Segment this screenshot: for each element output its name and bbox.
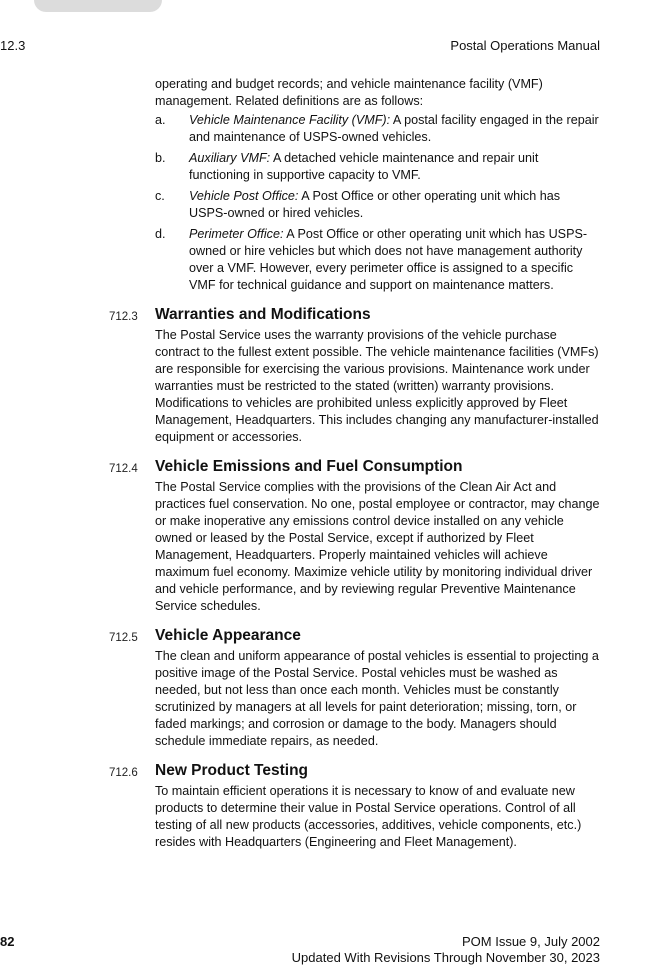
section-title: Vehicle Emissions and Fuel Consumption [155,458,463,475]
section-title: Warranties and Modifications [155,306,371,323]
definition-term: Vehicle Post Office: [189,189,299,203]
definition-marker: b. [155,151,166,165]
section-title: New Product Testing [155,762,309,779]
definition-text: A Post Office or other operating unit which has USPS-owned or hire vehicles but which does not have management authority over a VMF. However, every perimeter office is assigned to a specific VMF for technical guidance and support on maintenance matters. [189,227,588,292]
definition-item [155,112,600,146]
section-title: Vehicle Appearance [155,627,301,644]
section-body: The Postal Service complies with the provisions of the Clean Air Act and practices fuel conservation. No one, postal employee or contractor, may change or make inoperative any emissions control device installed on any vehicle owned or leased by the Postal Service, except if authorized by Fleet Management, Headquarters. Properly maintained vehicles will achieve maximum fuel economy. Maximize vehicle utility by monitoring individual driver and vehicle performance, and by reviewing regular Preventive Maintenance Service schedules. [155,480,600,613]
top-tab-decoration [34,0,162,12]
header-title: Postal Operations Manual [450,38,600,53]
definition-text: A postal facility engaged in the repair and maintenance of USPS-owned vehicles. [189,113,599,144]
definitions-list [155,112,600,294]
definition-marker: c. [155,189,165,203]
definition-marker: a. [155,113,166,127]
definition-term: Auxiliary VMF: [189,151,271,165]
definition-item [155,188,600,222]
section-number: 712.6 [109,767,138,779]
definition-term: Vehicle Maintenance Facility (VMF): [189,113,391,127]
footer-updated: Updated With Revisions Through November 30, 2023 [291,950,600,965]
footer-page-number: 82 [0,934,15,949]
definition-text: A Post Office or other operating unit which has USPS-owned or hired vehicles. [189,189,561,220]
definition-item [155,150,600,184]
header-section-ref: 12.3 [0,38,26,53]
section-number: 712.4 [109,463,138,475]
definition-term: Perimeter Office: [189,227,284,241]
section-body: The clean and uniform appearance of postal vehicles is essential to projecting a positive image of the Postal Service. Postal vehicles must be washed as needed, but not less than once each month. Vehicles must be constantly scrutinized by managers at all levels for paint deterioration; missing, torn, or faded markings; and corrosion or damage to the body. Managers should schedule immediate repairs, as needed. [155,649,599,748]
section-appearance [109,626,600,750]
page-content [109,76,600,851]
definition-text: A detached vehicle maintenance and repair unit functioning in supportive capacity to VMF. [189,151,539,182]
section-number: 712.5 [109,632,138,644]
definition-item [155,226,600,294]
section-warranties [109,305,600,446]
section-product-testing [109,761,600,851]
section-body: The Postal Service uses the warranty provisions of the vehicle purchase contract to the fullest extent possible. The vehicle maintenance facilities (VMFs) are responsible for exercising the various provisions. Maintenance work under warranties must be restricted to the stated (written) warranty provisions. Modifications to vehicles are prohibited unless explicitly approved by Fleet Management, Headquarters. This includes changing any manufacturer-installed equipment or accessories. [155,328,599,444]
footer-issue: POM Issue 9, July 2002 [461,934,600,949]
intro-paragraph: operating and budget records; and vehicle maintenance facility (VMF) management. Related definitions are as follows: [155,77,543,108]
section-number: 712.3 [109,311,138,323]
section-emissions [109,457,600,615]
section-body: To maintain efficient operations it is necessary to know of and evaluate new products to determine their value in Postal Service operations. Control of all testing of all new products (accessories, additives, vehicle components, etc.) resides with Headquarters (Engineering and Fleet Management). [155,784,582,849]
definition-marker: d. [155,227,166,241]
